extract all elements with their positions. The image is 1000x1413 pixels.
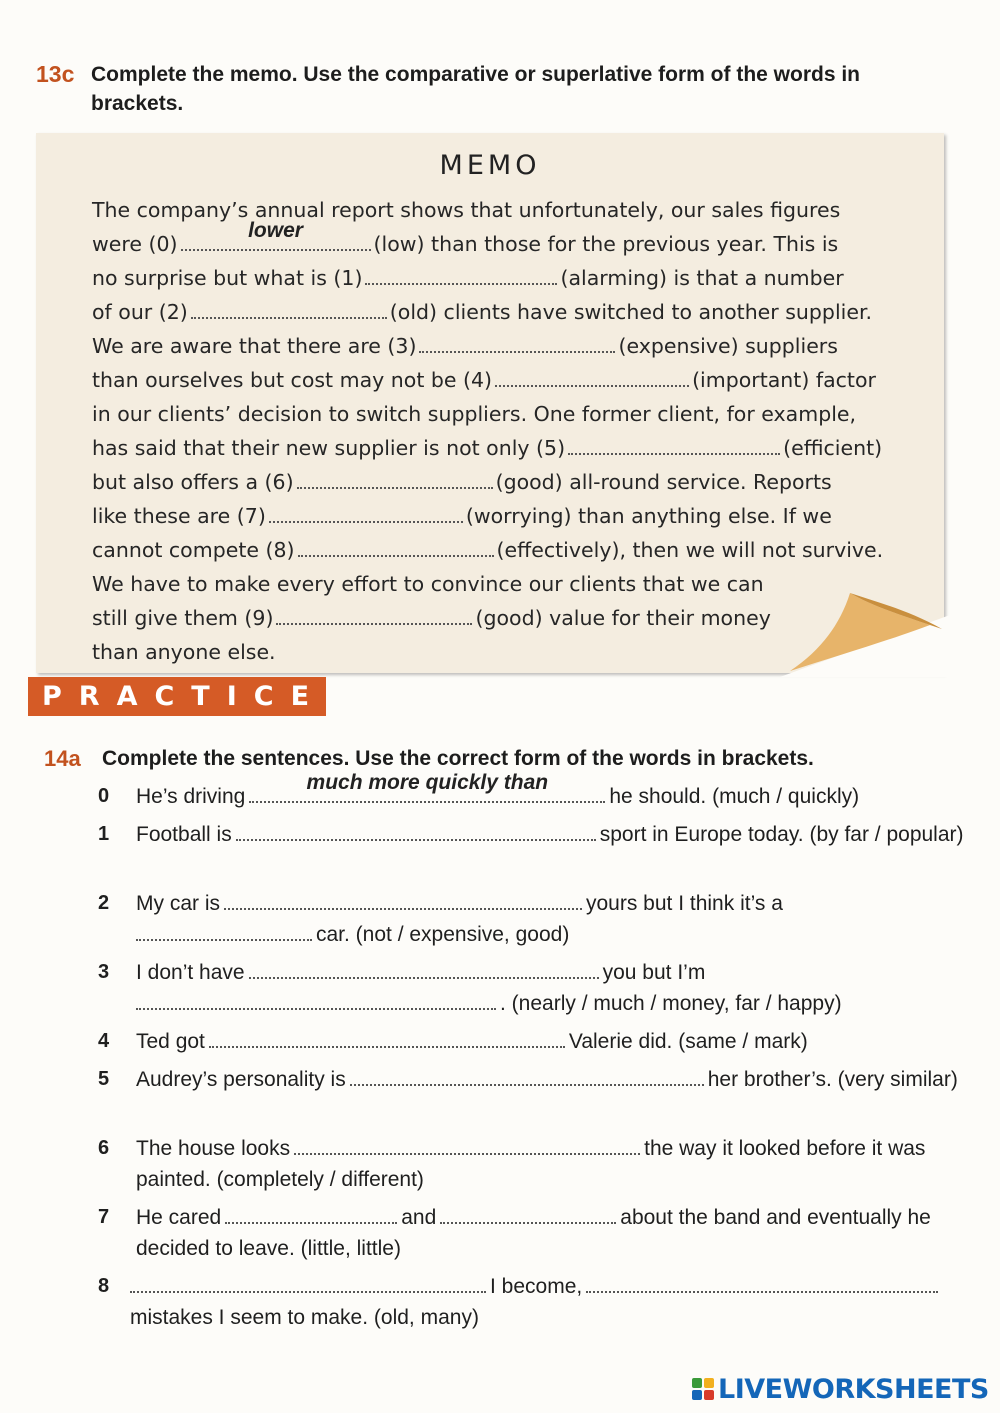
exercise-number: 13c [36,61,75,87]
memo-blank-1[interactable] [365,267,557,285]
memo-blank-5[interactable] [568,437,780,455]
memo-answer-0: lower [248,219,303,242]
exercise-13c-heading [36,60,936,118]
memo-line: still give them (9) (good) value for their money [92,606,771,630]
exercise-instruction: Complete the sentences. Use the correct form of the words in brackets. [102,747,814,770]
item-blank[interactable] [236,825,596,841]
memo-title: MEMO [439,150,541,181]
item-number: 0 [98,785,110,807]
brand-name: LIVEWORKSHEETS [718,1373,989,1405]
memo-line: in our clients’ decision to switch suppliers. One former client, for example, [92,402,857,426]
memo-line: were (0) lower (low) than those for the previous year. This is [92,229,838,259]
item-blank[interactable] [294,1139,640,1155]
item-number: 2 [98,892,110,914]
memo-blank-7[interactable] [269,505,463,523]
memo-blank-8[interactable] [298,539,494,557]
item-blank[interactable] [440,1208,616,1224]
memo-line: but also offers a (6) (good) all-round service. Reports [92,470,832,494]
memo-line: like these are (7) (worrying) than anything else. If we [92,504,832,528]
item-blank[interactable] [586,1277,938,1293]
memo-line: The company’s annual report shows that unfortunately, our sales figures [92,198,841,222]
item-number: 7 [98,1206,110,1228]
memo-blank-2[interactable] [191,301,387,319]
item-answer: much more quickly than [306,771,549,794]
memo-line: We are aware that there are (3) (expensive) suppliers [92,334,838,358]
memo-blank-0[interactable] [181,219,371,251]
item-number: 1 [98,823,110,845]
item-blank[interactable] [249,771,605,803]
memo-blank-4[interactable] [495,369,689,387]
memo-line: no surprise but what is (1) (alarming) is that a number [92,266,844,290]
item-blank[interactable] [225,1208,397,1224]
item-blank[interactable] [350,1070,704,1086]
item-number: 6 [98,1137,110,1159]
item-number: 3 [98,961,110,983]
liveworksheets-logo [692,1372,992,1406]
memo-line: of our (2) (old) clients have switched to another supplier. [92,300,873,324]
item-number: 8 [98,1275,110,1297]
exercise-instruction: Complete the memo. Use the comparative or superlative form of the words in brackets. [91,63,861,115]
exercise-number: 14a [44,746,81,771]
memo-line: than anyone else. [92,640,276,664]
item-blank[interactable] [136,925,312,941]
memo-line: than ourselves but cost may not be (4) (important) factor [92,368,876,392]
item-blank[interactable] [249,963,599,979]
memo-line: We have to make every effort to convince our clients that we can [92,572,764,596]
memo-blank-9[interactable] [276,607,472,625]
memo-line: cannot compete (8) (effectively), then we will not survive. [92,538,884,562]
item-number: 4 [98,1030,110,1052]
memo-blank-6[interactable] [297,471,493,489]
item-blank[interactable] [209,1032,565,1048]
item-blank[interactable] [136,994,496,1010]
page-curl-decoration [780,585,950,677]
memo-line: has said that their new supplier is not only (5) (efficient) [92,436,883,460]
item-blank[interactable] [130,1277,486,1293]
memo-blank-3[interactable] [419,335,615,353]
item-blank[interactable] [224,894,582,910]
liveworksheets-icon [692,1378,714,1400]
practice-banner: PRACTICE [28,677,326,716]
item-number: 5 [98,1068,110,1090]
